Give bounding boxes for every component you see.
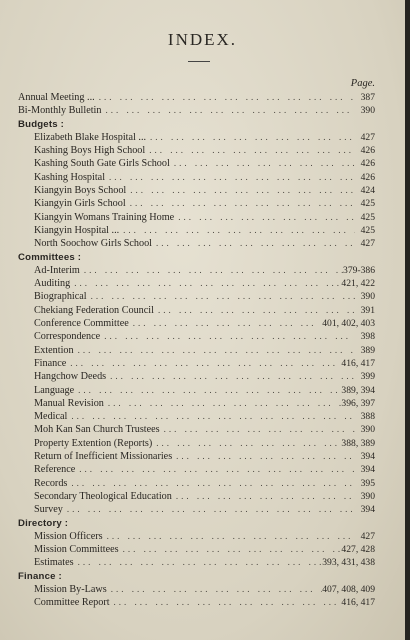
entry-label: Conference Committee xyxy=(34,318,129,330)
index-entry xyxy=(18,357,375,370)
entry-page-number: 427 xyxy=(360,530,375,542)
index-entry xyxy=(18,171,375,184)
dot-leader xyxy=(74,384,341,397)
dot-leader xyxy=(146,131,355,144)
entry-label: Estimates xyxy=(34,557,74,569)
entry-page-number: 395 xyxy=(360,477,375,489)
dot-leader xyxy=(170,157,355,170)
entry-page-number: 425 xyxy=(360,224,375,236)
entry-label: Secondary Theological Education xyxy=(34,490,172,502)
entry-label: Kiangyin Boys School xyxy=(34,185,127,197)
dot-leader xyxy=(160,423,355,436)
dot-leader xyxy=(104,397,342,410)
title-rule xyxy=(188,61,210,62)
index-entry xyxy=(18,490,375,503)
dot-leader xyxy=(154,304,355,317)
dot-leader xyxy=(63,503,355,516)
entry-label: Return of Inefficient Missionaries xyxy=(34,451,173,463)
index-entry xyxy=(18,596,375,609)
dot-leader xyxy=(119,224,355,237)
index-entry xyxy=(18,397,375,410)
index-entry xyxy=(18,450,375,463)
dot-leader xyxy=(70,277,341,290)
dot-leader xyxy=(100,330,355,343)
entry-page-number: 389, 394 xyxy=(341,384,375,396)
dot-leader xyxy=(102,104,356,117)
index-entry xyxy=(18,370,375,383)
index-entry xyxy=(18,237,375,250)
dot-leader xyxy=(67,410,355,423)
entry-page-number: 416, 417 xyxy=(341,357,375,369)
entry-page-number: 426 xyxy=(360,145,375,157)
entry-page-number: 421, 422 xyxy=(341,278,375,290)
dot-leader xyxy=(119,543,342,556)
dot-leader xyxy=(105,171,355,184)
dot-leader xyxy=(110,596,342,609)
dot-leader xyxy=(174,211,355,224)
entry-page-number: 379-386 xyxy=(343,264,375,276)
index-entry xyxy=(18,530,375,543)
index-entry xyxy=(18,556,375,569)
dot-leader xyxy=(129,317,322,330)
entry-label: Annual Meeting ... xyxy=(18,92,95,103)
entry-label: Records xyxy=(34,477,68,489)
entry-label: Mission Officers xyxy=(34,530,103,542)
index-entry xyxy=(18,290,375,303)
index-section-heading xyxy=(18,118,375,131)
index-entry xyxy=(18,211,375,224)
entry-label: Committee Report xyxy=(34,597,110,609)
entry-page-number: 394 xyxy=(360,464,375,476)
index-entry xyxy=(18,264,375,277)
page-title: INDEX. xyxy=(167,30,238,49)
entry-page-number: 396, 397 xyxy=(341,397,375,409)
entry-page-number: 416, 417 xyxy=(341,597,375,609)
entry-label: Extention xyxy=(34,344,74,356)
entry-label: Committees : xyxy=(18,251,82,263)
entry-label: Hangchow Deeds xyxy=(34,371,107,383)
entry-page-number: 407, 408, 409 xyxy=(322,583,375,595)
entry-label: Kiangyin Womans Training Home xyxy=(34,211,175,223)
index-entry xyxy=(18,184,375,197)
dot-leader xyxy=(106,370,355,383)
dot-leader xyxy=(172,490,355,503)
dot-leader xyxy=(107,583,323,596)
entry-page-number: 390 xyxy=(360,105,375,117)
dot-leader xyxy=(87,290,355,303)
entry-page-number: 424 xyxy=(360,185,375,197)
dot-leader xyxy=(145,144,355,157)
index-entry xyxy=(18,344,375,357)
entry-label: Kashing Hospital xyxy=(34,171,106,183)
dot-leader xyxy=(152,437,341,450)
entry-page-number: 394 xyxy=(360,451,375,463)
index-entry xyxy=(18,437,375,450)
dot-leader xyxy=(80,264,343,277)
dot-leader xyxy=(75,463,355,476)
dot-leader xyxy=(67,477,355,490)
index-entry xyxy=(18,144,375,157)
index-entry xyxy=(18,330,375,343)
entry-label: Property Extention (Reports) xyxy=(34,437,153,449)
entry-label: Budgets : xyxy=(18,118,65,130)
entry-page-number: 387 xyxy=(360,92,375,103)
page-column-heading: Page. xyxy=(350,78,375,89)
dot-leader xyxy=(74,344,355,357)
entry-label: Mission Committees xyxy=(34,544,119,556)
index-entry xyxy=(18,197,375,210)
index-entry xyxy=(18,317,375,330)
entry-label: Biographical xyxy=(34,291,87,303)
index-section-heading xyxy=(18,517,375,530)
entry-page-number: 388 xyxy=(360,411,375,423)
entry-page-number: 401, 402, 403 xyxy=(322,318,375,330)
index-entry xyxy=(18,503,375,516)
index-entry xyxy=(18,104,375,117)
entry-page-number: 390 xyxy=(360,490,375,502)
entry-label: Finance xyxy=(34,357,67,369)
entry-label: Medical xyxy=(34,411,68,423)
entry-page-number: 390 xyxy=(360,291,375,303)
dot-leader xyxy=(126,197,355,210)
index-entry xyxy=(18,131,375,144)
index-entry xyxy=(18,304,375,317)
index-entry xyxy=(18,463,375,476)
entry-page-number: 398 xyxy=(360,331,375,343)
entry-label: Survey xyxy=(34,504,63,516)
index-entry xyxy=(18,157,375,170)
entry-label: Auditing xyxy=(34,278,71,290)
dot-leader xyxy=(95,91,355,104)
dot-leader xyxy=(74,556,323,569)
entry-label: Chekiang Federation Council xyxy=(34,304,154,316)
index-entry xyxy=(18,410,375,423)
entry-label: Directory : xyxy=(18,517,69,529)
entry-page-number: 426 xyxy=(360,158,375,170)
index-section-heading xyxy=(18,570,375,583)
dot-leader xyxy=(172,450,355,463)
entry-page-number: 390 xyxy=(360,424,375,436)
entry-label: Mission By-Laws xyxy=(34,583,107,595)
index-entry xyxy=(18,277,375,290)
dot-leader xyxy=(152,237,355,250)
entry-page-number: 388, 389 xyxy=(341,437,375,449)
dot-leader xyxy=(66,357,341,370)
entry-label: Language xyxy=(34,384,75,396)
entry-label: Finance : xyxy=(18,570,62,582)
entry-label: Reference xyxy=(34,464,76,476)
entry-page-number: 427, 428 xyxy=(341,544,375,556)
index-entry xyxy=(18,91,375,104)
entry-page-number: 393, 431, 438 xyxy=(322,557,375,569)
dot-leader xyxy=(103,530,355,543)
entry-label: North Soochow Girls School xyxy=(34,238,153,250)
entry-label: Correspondence xyxy=(34,331,101,343)
entry-page-number: 394 xyxy=(360,504,375,516)
entry-label: Kashing South Gate Girls School xyxy=(34,158,170,170)
entry-page-number: 426 xyxy=(360,171,375,183)
index-entry xyxy=(18,543,375,556)
dot-leader xyxy=(126,184,355,197)
entry-label: Manual Revision xyxy=(34,397,104,409)
index-entry xyxy=(18,224,375,237)
entry-page-number: 389 xyxy=(360,344,375,356)
entry-label: Elizabeth Blake Hospital ... xyxy=(34,131,147,143)
entry-page-number: 391 xyxy=(360,304,375,316)
entry-page-number: 425 xyxy=(360,198,375,210)
entry-page-number: 399 xyxy=(360,371,375,383)
index-entry xyxy=(18,423,375,436)
index-entries xyxy=(18,91,375,610)
index-entry xyxy=(18,384,375,397)
index-entry xyxy=(18,477,375,490)
entry-label: Kiangyin Girls School xyxy=(34,198,126,210)
index-section-heading xyxy=(18,251,375,264)
entry-page-number: 427 xyxy=(360,131,375,143)
entry-label: Moh Kan San Church Trustees xyxy=(34,424,160,436)
entry-label: Ad-Interim xyxy=(34,264,80,276)
entry-label: Bi-Monthly Bulletin xyxy=(18,105,102,117)
entry-page-number: 427 xyxy=(360,238,375,250)
entry-page-number: 425 xyxy=(360,211,375,223)
index-entry xyxy=(18,583,375,596)
entry-label: Kiangyin Hospital ... xyxy=(34,224,120,236)
entry-label: Kashing Boys High School xyxy=(34,145,146,157)
